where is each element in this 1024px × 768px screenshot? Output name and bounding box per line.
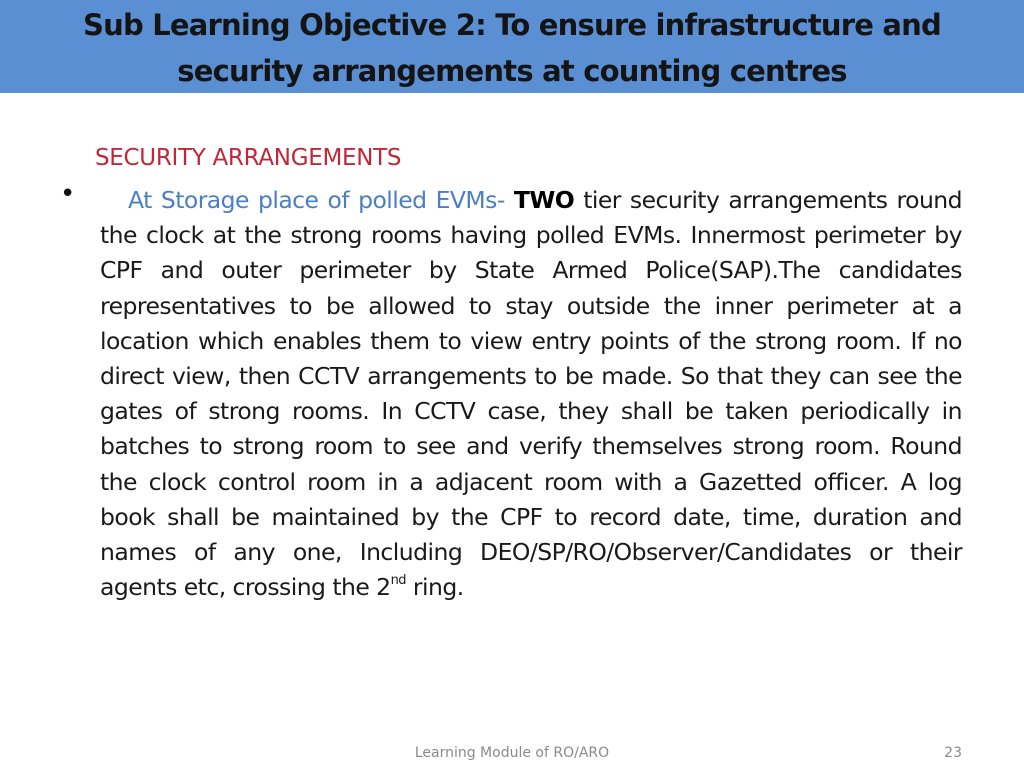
bullet-emphasis: TWO xyxy=(513,186,575,214)
ordinal-superscript: nd xyxy=(390,573,406,589)
slide-title xyxy=(0,2,1024,94)
section-heading: SECURITY ARRANGEMENTS xyxy=(95,145,402,171)
footer-module-label: Learning Module of RO/ARO xyxy=(414,745,610,761)
bullet-end: ring. xyxy=(412,573,464,602)
slide-title-line-2: security arrangements at counting centres xyxy=(177,54,847,88)
bullet-lead: At Storage place of polled EVMs- xyxy=(128,186,505,214)
bullet-body: tier security arrangements round the clock at the strong rooms having polled EVMs. Innermost perimeter by CPF and outer perimeter by State Armed Police(SAP).The candidates representatives to be allowed to stay outside the inner perimeter at a location which enables them to view entry points of the strong room. If no direct view, then CCTV arrangements to be made. So that they can see the gates of strong rooms. In CCTV case, they shall be taken periodically in batches to strong room to see and verify themselves strong room. Round the clock control room in a adjacent room with a Gazetted officer. A log book shall be maintained by the CPF to record date, time, duration and names of any one, Including DEO/SP/RO/Observer/Candidates or their agents etc, crossing the 2 xyxy=(100,186,963,602)
bullet-marker: • xyxy=(60,179,76,209)
page-number: 23 xyxy=(944,745,962,761)
slide-title-line-1: Sub Learning Objective 2: To ensure infrastructure and xyxy=(83,8,941,42)
bullet-paragraph xyxy=(100,183,962,605)
